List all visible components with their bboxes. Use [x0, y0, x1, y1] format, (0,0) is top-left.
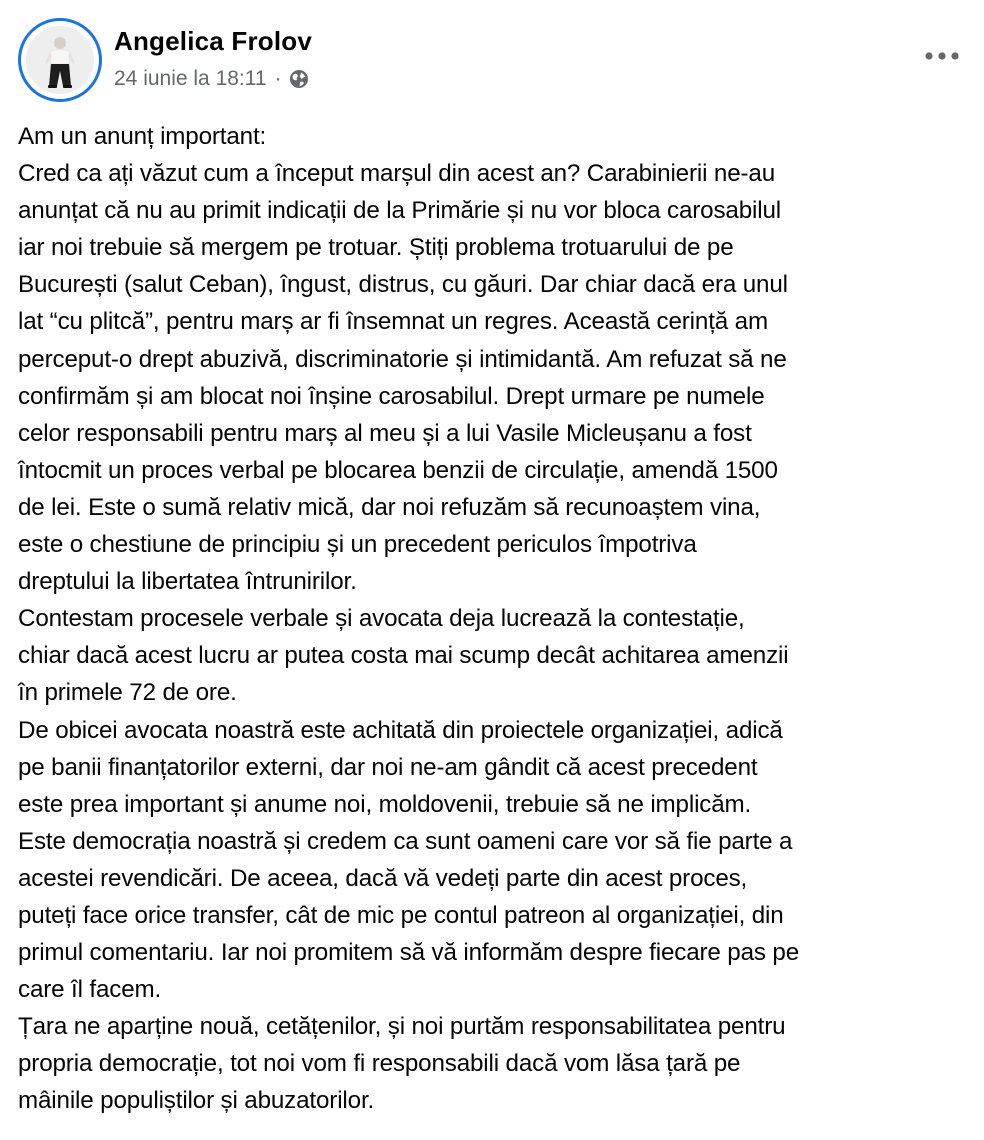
post-text-line: acestei revendicări. De aceea, dacă vă vedeți parte din acest proces, — [18, 864, 748, 892]
post-header — [18, 18, 968, 102]
post-text-line: întocmit un proces verbal pe blocarea benzii de circulație, amendă 1500 — [18, 456, 778, 484]
post-text-line: puteți face orice transfer, cât de mic pe contul patreon al organizației, din — [18, 901, 784, 929]
post-text-line: Este democrația noastră și credem ca sunt oameni care vor să fie parte a — [18, 827, 793, 855]
globe-icon[interactable] — [289, 69, 309, 89]
meta-separator: · — [274, 67, 282, 90]
post-text-line: este o chestiune de principiu și un precedent periculos împotriva — [18, 531, 697, 559]
post-text-line: în primele 72 de ore. — [18, 679, 237, 707]
author-name[interactable]: Angelica Frolov — [114, 26, 313, 56]
post-text-line: Țara ne aparține nouă, cetățenilor, și noi purtăm responsabilitatea pentru — [18, 1013, 786, 1041]
post-text-line: propria democrație, tot noi vom fi responsabili dacă vom lăsa țară pe — [18, 1050, 741, 1078]
post-text-line: mâinile populiștilor și abuzatorilor. — [18, 1087, 375, 1115]
post-text-line: București (salut Ceban), îngust, distrus, cu găuri. Dar chiar dacă era unul — [18, 271, 788, 299]
post-timestamp[interactable]: 24 iunie la 18:11 — [114, 67, 267, 90]
post-meta — [114, 64, 309, 94]
more-options-icon — [925, 52, 959, 60]
more-options-button[interactable] — [920, 38, 964, 74]
post-text-line: celor responsabili pentru marș al meu și a lui Vasile Micleușanu a fost — [18, 419, 752, 447]
post-text-line: pe banii finanțatorilor externi, dar noi ne-am gândit că acest precedent — [18, 753, 758, 781]
avatar-story-ring[interactable] — [18, 18, 102, 102]
post-text-line: anunțat că nu au primit indicații de la Primărie și nu vor bloca carosabilul — [18, 197, 781, 225]
post-text-line: de lei. Este o sumă relativ mică, dar noi refuzăm să recunoaștem vina, — [18, 493, 761, 521]
avatar-photo — [26, 26, 94, 94]
post-text-line: Cred ca ați văzut cum a început marșul din acest an? Carabinierii ne-au — [18, 160, 776, 188]
post-text-line: iar noi trebuie să mergem pe trotuar. Știți problema trotuarului de pe — [18, 234, 734, 262]
post-text-line: confirmăm și am blocat noi înșine carosabilul. Drept urmare pe numele — [18, 382, 765, 410]
post-text-line: dreptului la libertatea întrunirilor. — [18, 568, 357, 596]
post-text-line: lat “cu plitcă”, pentru marș ar fi însemnat un regres. Această cerință am — [18, 308, 768, 336]
post-text-line: chiar dacă acest lucru ar putea costa mai scump decât achitarea amenzii — [18, 642, 789, 670]
avatar[interactable] — [26, 26, 94, 94]
post-text-line: De obicei avocata noastră este achitată din proiectele organizației, adică — [18, 716, 783, 744]
post-text-line: primul comentariu. Iar noi promitem să vă informăm despre fiecare pas pe — [18, 939, 799, 967]
post-text-line: este prea important și anume noi, moldovenii, trebuie să ne implicăm. — [18, 790, 752, 818]
post-message — [18, 118, 978, 1120]
post-text-line: Am un anunț important: — [18, 123, 267, 150]
post-text-line: Contestam procesele verbale și avocata deja lucrează la contestație, — [18, 605, 745, 633]
post-text-line: care îl facem. — [18, 976, 162, 1004]
post-text-line: perceput-o drept abuzivă, discriminatorie și intimidantă. Am refuzat să ne — [18, 345, 787, 373]
